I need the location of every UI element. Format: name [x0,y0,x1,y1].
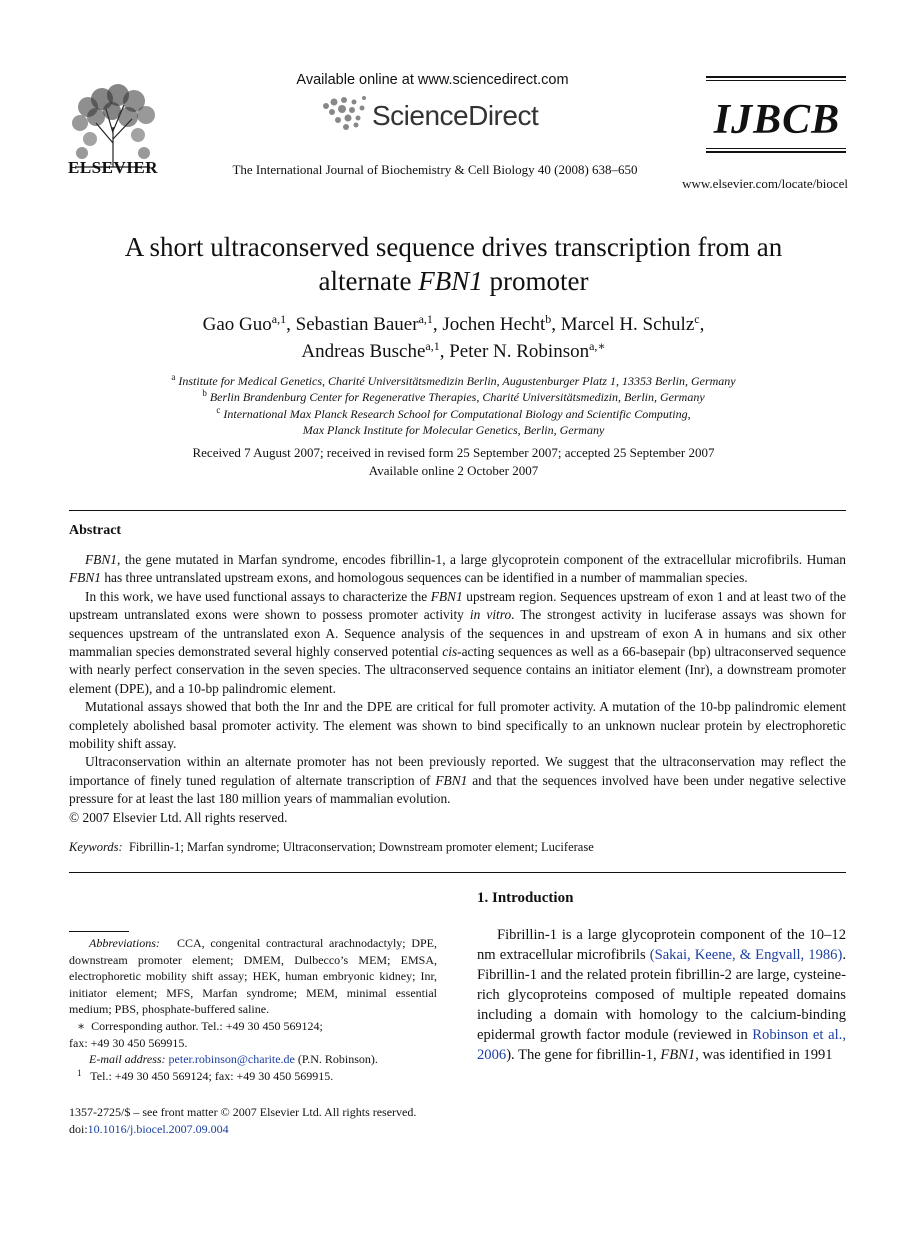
journal-reference: The International Journal of Biochemistry & Cell Biology 40 (2008) 638–650 [232,162,638,177]
footnote-rule [69,931,129,932]
author-affil[interactable]: b [545,312,552,326]
journal-url[interactable]: www.elsevier.com/locate/biocel [682,176,848,191]
abbrev-text: CCA, congenital contractural arachnodactyly; DPE, downstream promoter element; DMEM, Dulbecco’s MEM; EMSA, electrophoretic mobility shift assay; HEK, human embryonic kidney; Inr, initiator element; MFS, Marfan syndrome; MEM, minimal essential medium; PBS, phosphate-buffered saline. [69,936,437,1017]
gene-name: FBN1 [435,772,468,788]
author-affil[interactable]: a,1 [425,339,440,353]
abstract-text: In this work, we have used functional assays to characterize the [85,588,431,604]
footnotes [69,935,437,1084]
gene-name: FBN1 [85,552,117,567]
intro-text: ). The gene for fibrillin-1, [506,1047,661,1063]
publisher-name: ELSEVIER [68,158,158,177]
citation-link[interactable]: (Sakai, Keene, & Engvall, 1986) [649,947,843,963]
affil-mark: c [216,405,221,415]
abstract-text: upstream region. Sequences upstream of exon 1 and at least two of the upstream untranslated exons were shown to possess promoter activity [69,588,846,623]
affil-text: Institute for Medical Genetics, Charité Universitätsmedizin Berlin, Augustenburger Platz 1, 13353 Berlin, Germany [178,374,736,388]
keywords [69,840,846,855]
affil-text: International Max Planck Research School for Computational Biology and Scientific Computing, [223,407,691,421]
title-gene: FBN1 [418,266,483,296]
affil-mark: a [171,372,176,382]
email-owner: (P.N. Robinson). [297,1052,378,1067]
author-affil[interactable]: c [694,312,700,326]
author-affil[interactable]: a,1 [418,312,433,326]
abstract-text: . The strongest activity in luciferase assays was shown for sequences upstream of the untranslated exon A. Sequence analysis of the sequences in and upstream of exon A in humans and six other mammalian species demonstrated several highly conserved potential [69,607,847,660]
footnote-1 [69,1068,437,1085]
journal-abbreviation: IJBCB [713,97,841,143]
abstract-text: Ultraconservation within an alternate promoter has not been previously reported. We suggest that the ultraconservation may reflect the importance of finely tuned regulation of alternate transcription of [69,754,846,788]
fax-line: fax: +49 30 450 569915. [69,1035,188,1050]
abbreviations-note [69,935,437,1018]
italic-term: cis [442,644,458,660]
citation-link[interactable]: Robinson et al., 2006 [477,1027,846,1063]
gene-name: FBN1 [430,588,463,604]
footnote-mark: 1 [77,1067,82,1078]
intro-paragraph [477,925,846,1065]
affiliation-c-line-2 [60,422,847,438]
online-date: Available online 2 October 2007 [368,463,539,478]
author-affil[interactable]: a,1 [271,312,287,326]
affil-text: Berlin Brandenburg Center for Regenerative Therapies, Charité Universitätsmedizin, Berlin, Germany [209,390,705,404]
title-line-1: A short ultraconserved sequence drives transcription from an [124,232,783,262]
author-list: Gao Guo$^{a,1}$, Sebastian Bauer$^{a,1}$, Jochen Hecht$^b$, Marcel H. Schulz$^c$, Andreas Busche$^{a,1}$, Peter N. Robinson$^{a,∗}$ [202,312,705,362]
keywords-list: Fibrillin-1; Marfan syndrome; Ultraconservation; Downstream promoter element; Luciferase [128,840,594,854]
article-dates [60,444,847,480]
email-label: E-mail address: [89,1052,166,1067]
abstract-body [69,551,846,827]
footnote-text: Tel.: +49 30 450 569124; fax: +49 30 450 569915. [90,1068,334,1083]
author-name: Gao Guo [202,314,272,335]
copyright-line: © 2007 Elsevier Ltd. All rights reserved. [69,809,288,825]
intro-text: Fibrillin-1 is a large glycoprotein component of the 10–12 nm extracellular microfibrils [477,927,846,963]
gene-name: FBN1 [69,570,101,586]
abstract-paragraph [69,588,846,698]
issn-line: 1357-2725/$ – see front matter © 2007 Elsevier Ltd. All rights reserved. [69,1105,417,1119]
section-divider [69,872,846,873]
doi-link[interactable]: 10.1016/j.biocel.2007.09.004 [87,1122,229,1136]
author-name: Jochen Hecht [442,314,546,335]
journal-rule [706,151,846,153]
author-affil[interactable]: a,∗ [589,339,606,353]
author-name: Sebastian Bauer [295,314,419,335]
doi-line [69,1121,459,1138]
intro-text: . Fibrillin-1 and the related protein fibrillin-2 are large, cysteine-rich glycoproteins composed of multiple repeated domains including a domain with homology to the calcium-binding epidermal growth factor module (reviewed in [477,947,846,1043]
affiliation-b [60,389,847,405]
affiliation-c [60,406,847,422]
abstract-text: -acting sequences as well as a 66-basepair (bp) ultraconserved sequence with nearly perfect conservation in the seven species. The ultraconserved sequence contains an initiator element (Inr), a downstream promoter element (DPE), and a 10-bp palindromic element. [69,644,846,696]
affil-mark: b [202,388,207,398]
title-line-2-post: promoter [482,266,589,296]
abbrev-label: Abbreviations: [89,936,160,950]
abstract-text: has three untranslated upstream exons, and homologous sequences can be identified in a number of mammalian species. [101,570,748,586]
italic-term: in vitro [469,607,512,623]
email-link[interactable]: peter.robinson@charite.de [168,1052,295,1067]
abstract-paragraph: Mutational assays showed that both the Inr and the DPE are critical for full promoter activity. A mutation of the 10-bp palindromic element completely abolished basal promoter activity. The element was shown to bind specifically to an unknown nuclear protein by electrophoretic mobility shift assay. [69,699,846,752]
email-note [69,1051,437,1068]
keywords-label: Keywords: [69,840,123,854]
corresponding-author-note [69,1018,437,1035]
footnote-mark: ∗ [77,1018,86,1033]
author-name: Peter N. Robinson [449,341,590,362]
abstract-paragraph [69,753,846,808]
abstract-text: , the gene mutated in Marfan syndrome, encodes fibrillin-1, a large glycoprotein component of the extracellular microfibrils. Human [117,552,846,567]
section-divider [69,510,846,511]
author-name: Marcel H. Schulz [560,314,695,335]
journal-rule [706,76,846,78]
affiliation-a [60,373,847,389]
affil-text: Max Planck Institute for Molecular Genetics, Berlin, Germany [302,423,605,437]
doi-label: doi: [69,1122,88,1136]
abstract-text: and that the sequences involved have been under negative selective pressure for at least the last 180 million years of mammalian evolution. [69,772,846,807]
journal-rule [706,148,846,149]
available-online-line[interactable]: Available online at www.sciencedirect.com [296,72,569,88]
introduction-body [477,925,846,1065]
author-name: Andreas Busche [301,341,426,362]
sciencedirect-logo: ScienceDirect [372,100,539,131]
article-title [60,230,847,298]
gene-name: FBN1 [660,1047,696,1063]
introduction-heading: 1. Introduction [477,890,574,906]
received-dates: Received 7 August 2007; received in revised form 25 September 2007; accepted 25 September 2007 [192,445,715,460]
intro-text: , was identified in 1991 [695,1047,833,1063]
abstract-paragraph [69,551,846,588]
bottom-info [69,1104,459,1138]
title-line-2-pre: alternate [318,266,419,296]
footnote-text: Corresponding author. Tel.: +49 30 450 569124; [91,1018,323,1033]
journal-rule [706,80,846,81]
abstract-heading: Abstract [69,523,122,538]
